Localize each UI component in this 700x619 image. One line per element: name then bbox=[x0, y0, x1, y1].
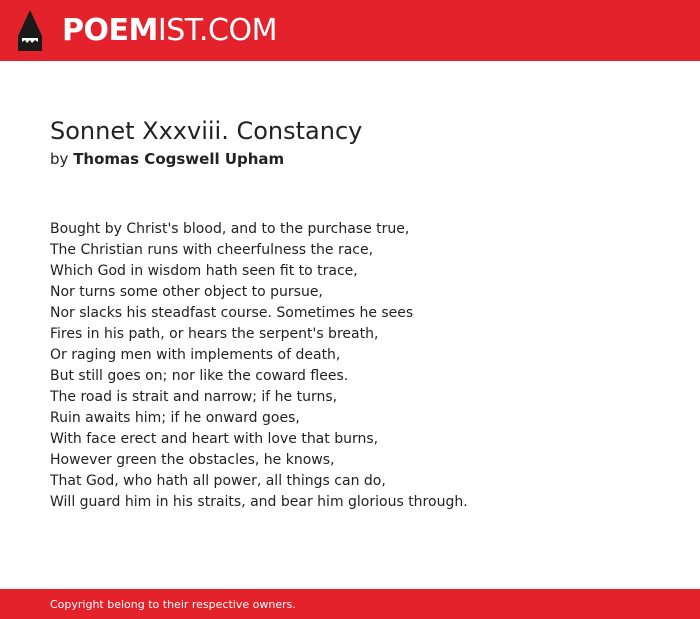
poem-line: Bought by Christ's blood, and to the purchase true, bbox=[50, 221, 410, 237]
poem-line: The road is strait and narrow; if he turns, bbox=[50, 389, 338, 405]
brand-light: IST.COM bbox=[157, 13, 277, 48]
poem-line: However green the obstacles, he knows, bbox=[50, 452, 335, 468]
poem-line: But still goes on; nor like the coward flees. bbox=[50, 368, 349, 384]
brand-bold: POEM bbox=[62, 13, 158, 48]
by-label: by bbox=[50, 150, 69, 168]
poem-body bbox=[50, 219, 468, 513]
poem-line: Nor turns some other object to pursue, bbox=[50, 284, 323, 300]
poem-line: That God, who hath all power, all things can do, bbox=[50, 473, 386, 489]
poem-line: Nor slacks his steadfast course. Sometimes he sees bbox=[50, 305, 414, 321]
poem-line: Will guard him in his straits, and bear him glorious through. bbox=[50, 494, 468, 510]
poem-line: The Christian runs with cheerfulness the race, bbox=[50, 242, 374, 258]
site-header bbox=[0, 0, 700, 61]
poem-title: Sonnet Xxxviii. Constancy bbox=[50, 117, 363, 145]
site-footer bbox=[0, 589, 700, 619]
copyright-notice: Copyright belong to their respective owners. bbox=[50, 598, 296, 611]
poem-byline bbox=[50, 149, 284, 169]
poem-line: Ruin awaits him; if he onward goes, bbox=[50, 410, 300, 426]
site-logo-text[interactable] bbox=[62, 12, 277, 50]
poem-line: Fires in his path, or hears the serpent's breath, bbox=[50, 326, 379, 342]
poem-line: Which God in wisdom hath seen fit to trace, bbox=[50, 263, 358, 279]
author-name: Thomas Cogswell Upham bbox=[73, 150, 285, 168]
pencil-logo-icon[interactable] bbox=[18, 10, 42, 51]
poem-line: With face erect and heart with love that burns, bbox=[50, 431, 379, 447]
poem-line: Or raging men with implements of death, bbox=[50, 347, 341, 363]
